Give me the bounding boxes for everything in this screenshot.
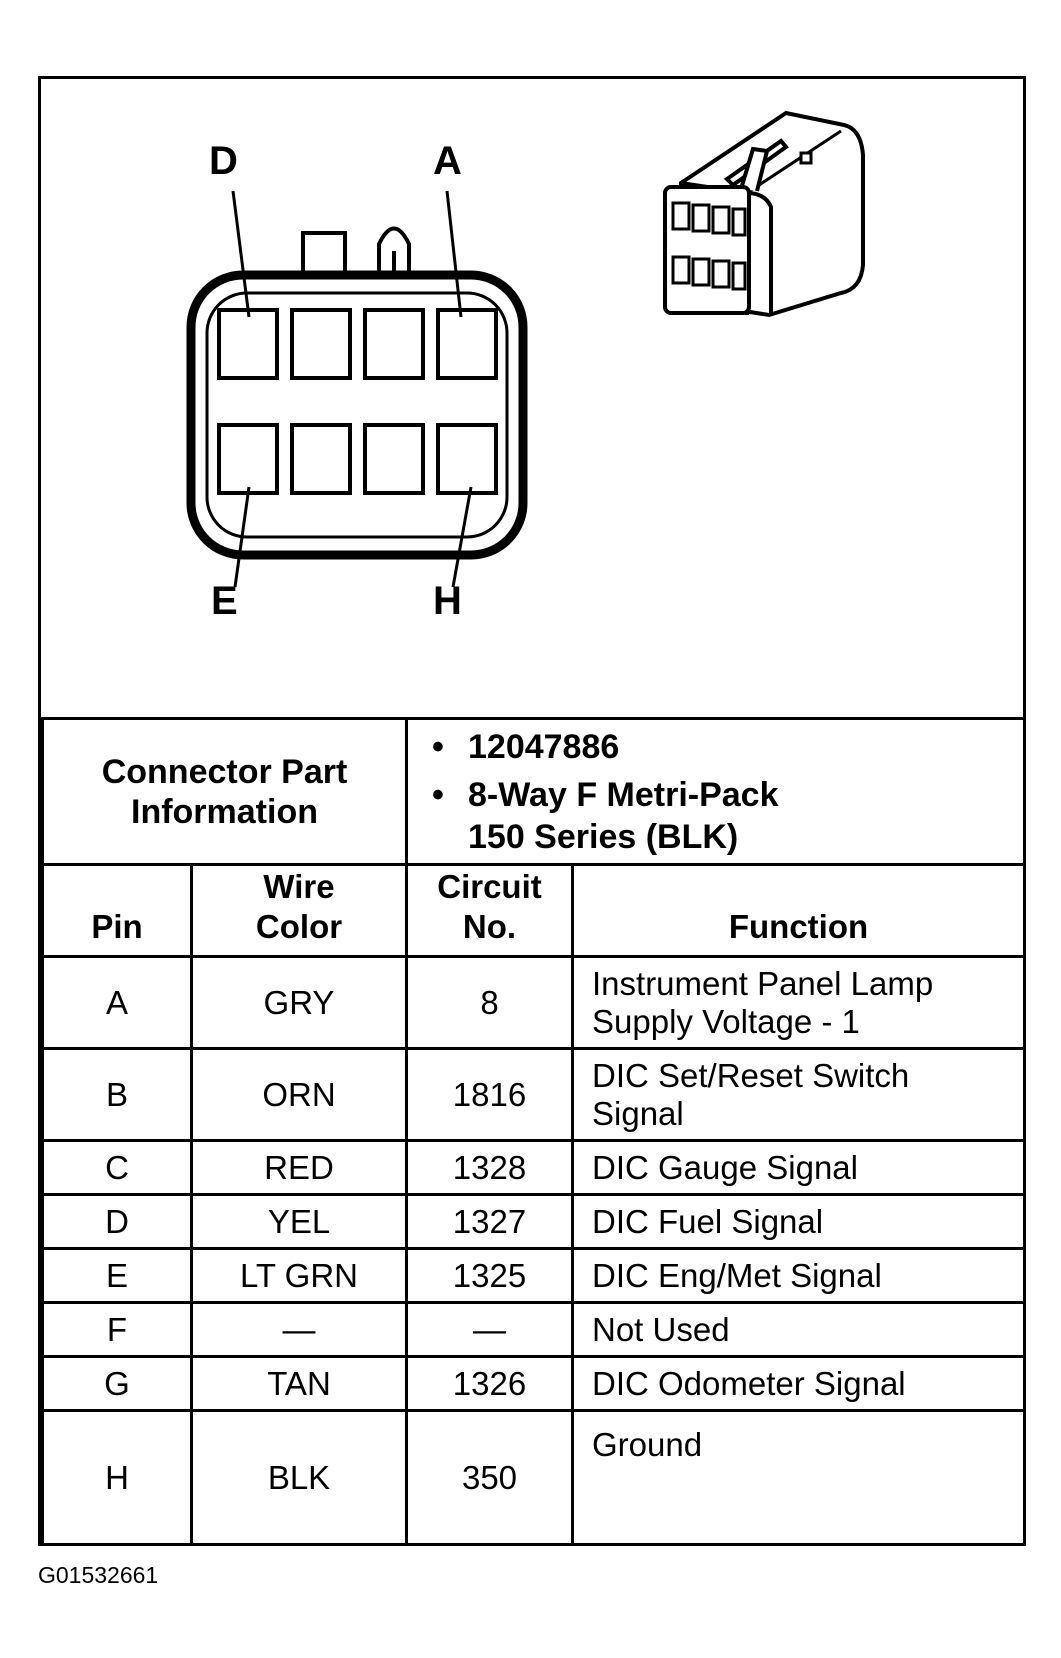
wire-color-cell: BLK [192, 1411, 407, 1545]
wire-color-cell: GRY [192, 957, 407, 1049]
header-pin: Pin [43, 865, 192, 957]
wire-color-cell: TAN [192, 1357, 407, 1411]
cavity-G [365, 425, 423, 493]
table-row [43, 1411, 1025, 1545]
table-row [43, 1357, 1025, 1411]
connector-pinout-table [41, 717, 1026, 1546]
cavity-D [219, 310, 277, 378]
circuit-cell: 1816 [407, 1049, 573, 1141]
circuit-cell: 1326 [407, 1357, 573, 1411]
function-cell: DIC Gauge Signal [573, 1141, 1025, 1195]
circuit-cell: 1325 [407, 1249, 573, 1303]
connector-drawing [41, 79, 1023, 717]
connector-face-view [41, 79, 1023, 717]
pin-cell: A [43, 957, 192, 1049]
wire-color-cell: — [192, 1303, 407, 1357]
pin-label-A: A [433, 139, 462, 183]
table-row [43, 1049, 1025, 1141]
figure-code: G01532661 [38, 1562, 159, 1588]
connector-info-row [43, 719, 1025, 865]
table-header-row [43, 865, 1025, 957]
cavity-A [438, 310, 496, 378]
part-number: • 12047886 [468, 726, 1023, 768]
header-function: Function [573, 865, 1025, 957]
cavity-H [438, 425, 496, 493]
cavity-C [292, 310, 350, 378]
circuit-cell: 350 [407, 1411, 573, 1545]
function-cell: Ground [573, 1411, 1025, 1545]
table-row [43, 957, 1025, 1049]
pin-cell: C [43, 1141, 192, 1195]
table-row [43, 1195, 1025, 1249]
pin-cell: H [43, 1411, 192, 1545]
wire-color-cell: LT GRN [192, 1249, 407, 1303]
function-cell: Instrument Panel Lamp Supply Voltage - 1 [573, 957, 1025, 1049]
table-row [43, 1141, 1025, 1195]
function-cell: DIC Eng/Met Signal [573, 1249, 1025, 1303]
wire-color-cell: YEL [192, 1195, 407, 1249]
cavity-F [292, 425, 350, 493]
pin-cell: G [43, 1357, 192, 1411]
connector-diagram-frame [38, 76, 1026, 1546]
connector-part-details [407, 719, 1025, 865]
wire-color-cell: RED [192, 1141, 407, 1195]
pin-label-D: D [209, 139, 238, 183]
circuit-cell: — [407, 1303, 573, 1357]
function-cell: DIC Odometer Signal [573, 1357, 1025, 1411]
function-cell: DIC Set/Reset Switch Signal [573, 1049, 1025, 1141]
latch-tab-left [303, 233, 345, 277]
pin-cell: B [43, 1049, 192, 1141]
pin-cell: F [43, 1303, 192, 1357]
circuit-cell: 1327 [407, 1195, 573, 1249]
header-circuit-no: Circuit No. [407, 865, 573, 957]
circuit-cell: 8 [407, 957, 573, 1049]
wire-color-cell: ORN [192, 1049, 407, 1141]
connector-description: • 8-Way F Metri-Pack 150 Series (BLK) [468, 774, 1023, 858]
pin-label-H: H [433, 579, 462, 623]
pin-cell: D [43, 1195, 192, 1249]
function-cell: DIC Fuel Signal [573, 1195, 1025, 1249]
connector-part-info-label: Connector Part Information [43, 719, 407, 865]
table-row [43, 1249, 1025, 1303]
cavity-E [219, 425, 277, 493]
circuit-cell: 1328 [407, 1141, 573, 1195]
connector-isometric-icon [665, 113, 863, 315]
cavity-B [365, 310, 423, 378]
header-wire-color: Wire Color [192, 865, 407, 957]
pin-cell: E [43, 1249, 192, 1303]
function-cell: Not Used [573, 1303, 1025, 1357]
pin-label-E: E [211, 579, 238, 623]
table-row [43, 1303, 1025, 1357]
